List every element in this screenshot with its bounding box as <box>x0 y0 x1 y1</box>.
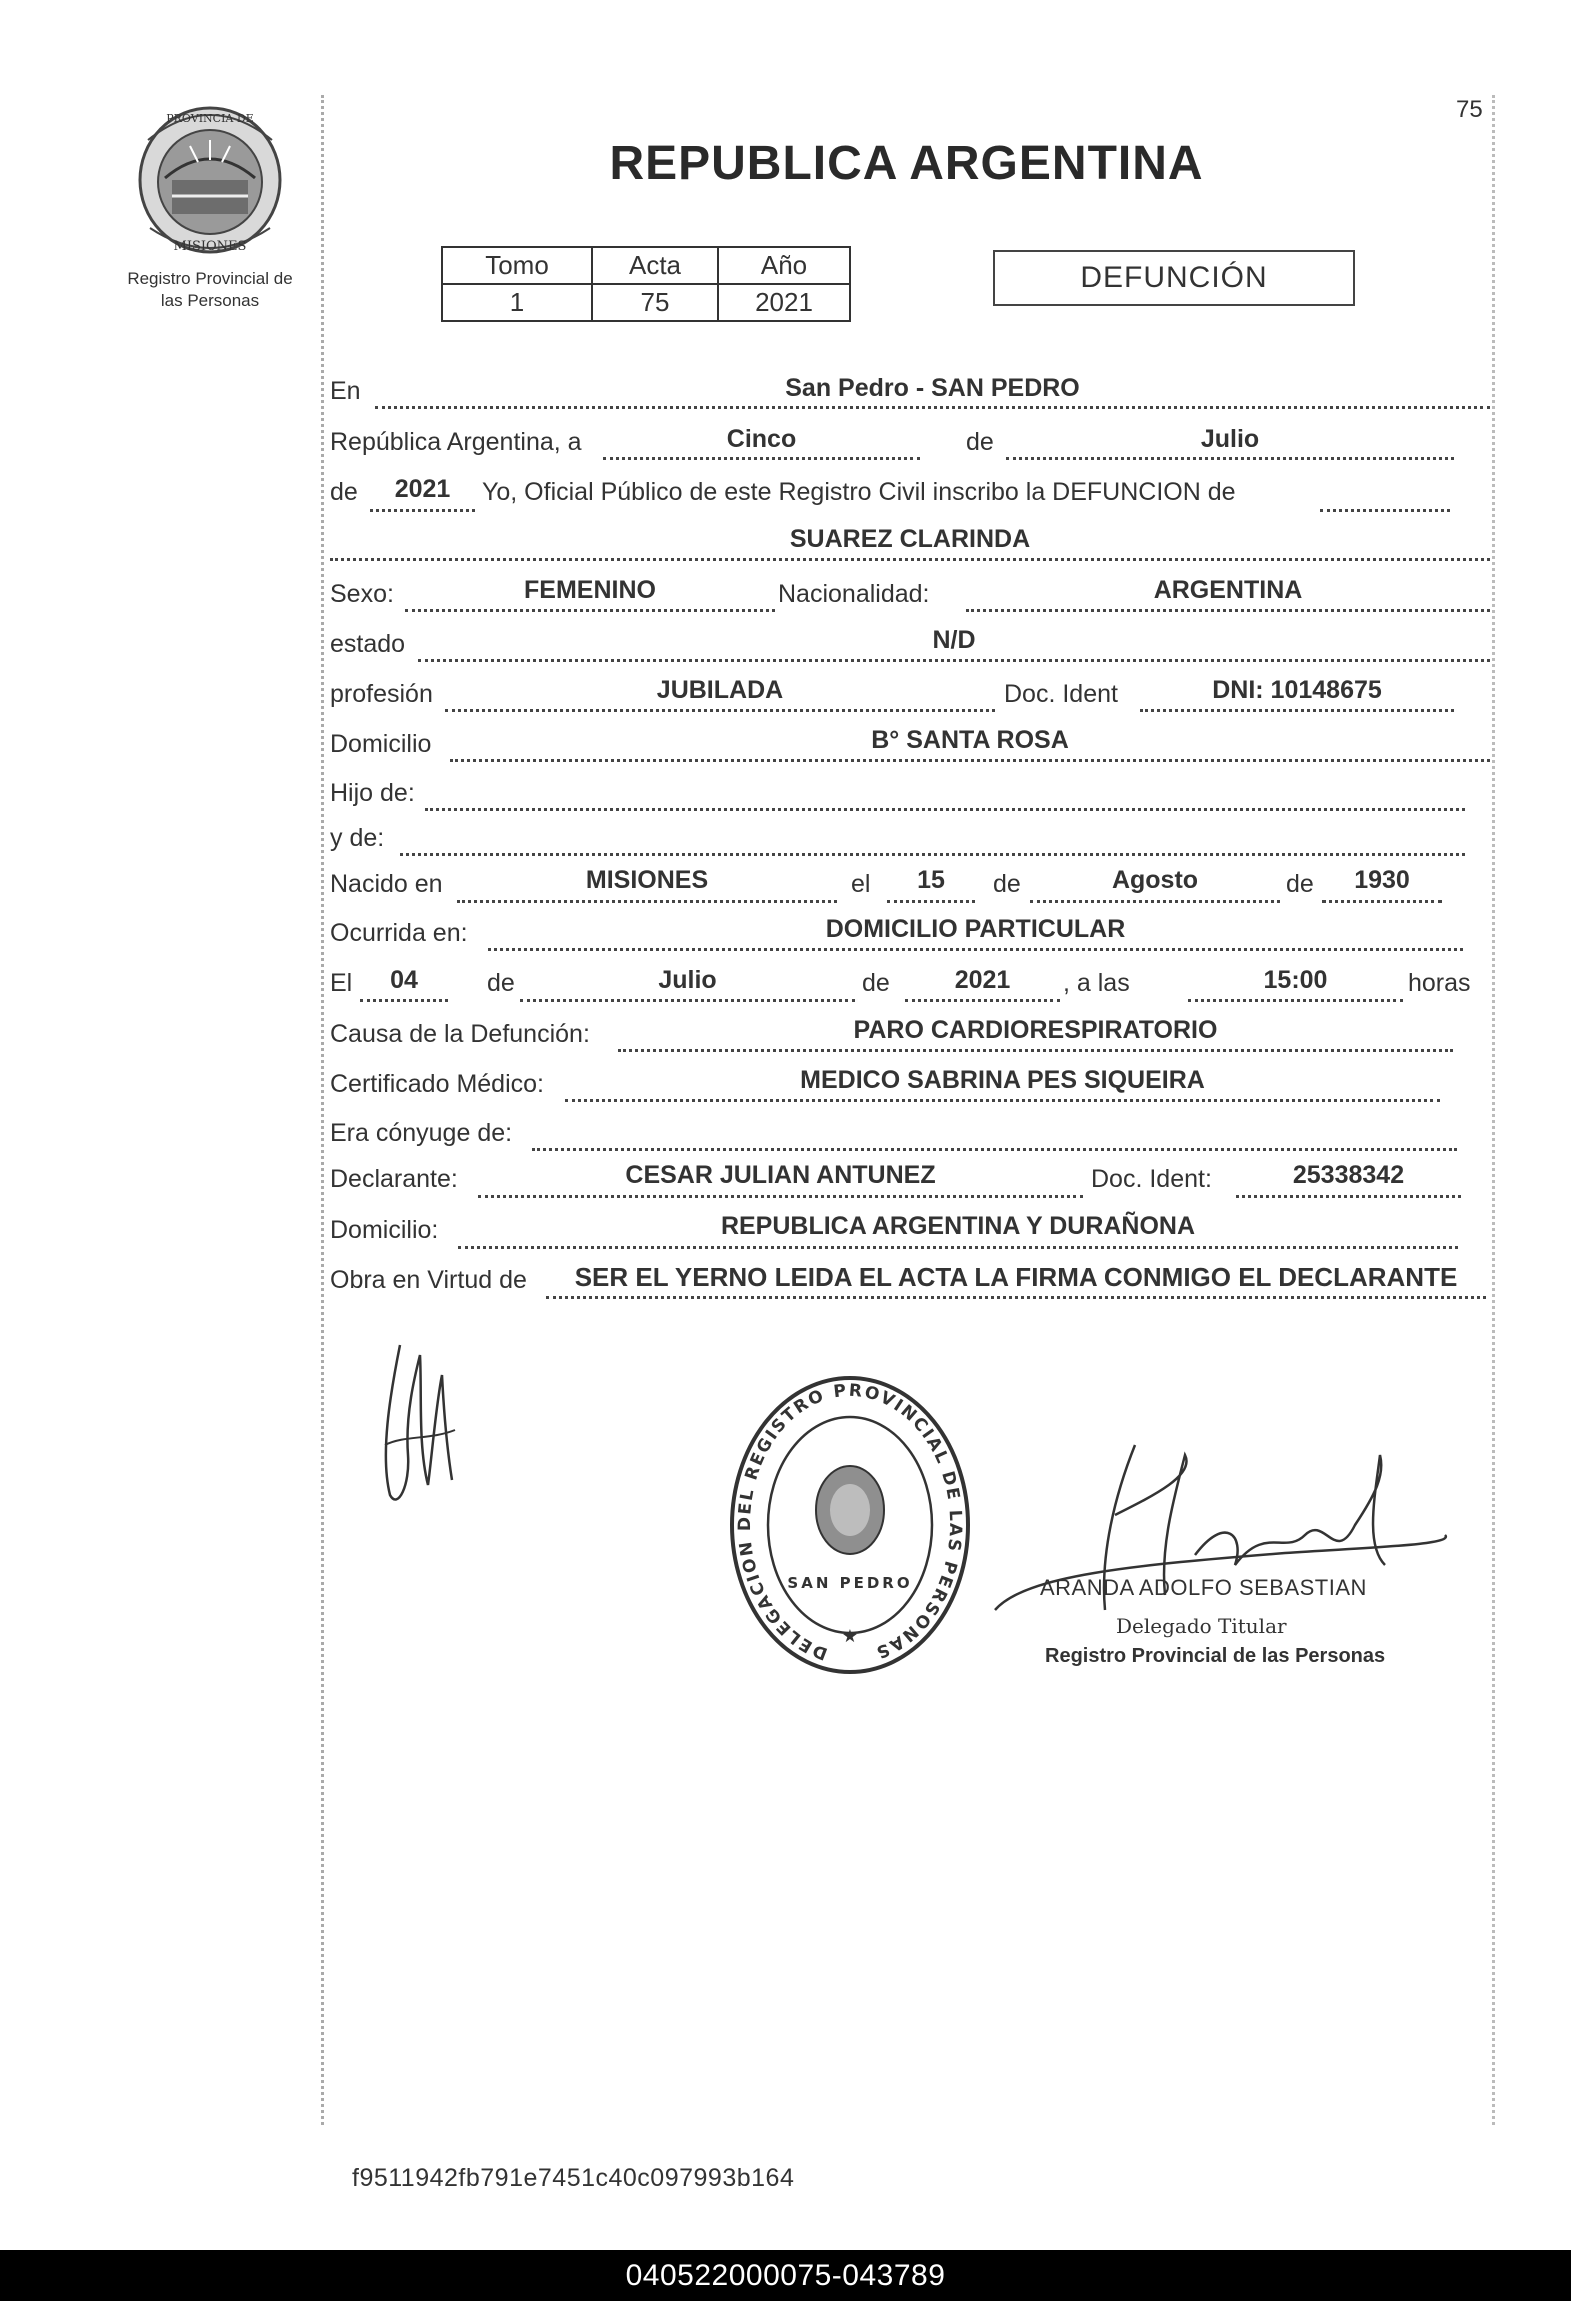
alas-label: , a las <box>1063 969 1130 997</box>
profesion-label: profesión <box>330 680 433 708</box>
obra-value: SER EL YERNO LEIDA EL ACTA LA FIRMA CONMIGO EL DECLARANTE <box>574 1262 1458 1292</box>
registry-value-tomo: 1 <box>442 284 592 321</box>
estado-label: estado <box>330 630 406 658</box>
page-title: REPUBLICA ARGENTINA <box>609 137 1204 190</box>
nac-dia-value: 15 <box>917 866 945 894</box>
official-signature <box>985 1435 1460 1635</box>
def-dia-value: 04 <box>390 966 418 994</box>
seal-bottom-text: MISIONES <box>173 239 247 254</box>
declarant-signature <box>370 1335 470 1515</box>
decl-doc-label: Doc. Ident: <box>1091 1165 1212 1193</box>
yo-text: Yo, Oficial Público de este Registro Civil inscribo la DEFUNCION de <box>482 478 1236 506</box>
registry-header-acta: Acta <box>592 247 718 284</box>
stamp-star-icon: ★ <box>841 1626 859 1646</box>
footer-code: 040522000075-043789 <box>625 2258 946 2292</box>
declarante-label: Declarante: <box>330 1165 458 1193</box>
docident-value: DNI: 10148675 <box>1212 676 1382 704</box>
domicilio-label: Domicilio <box>330 730 432 758</box>
act-type-box: DEFUNCIÓN <box>993 250 1355 306</box>
docident-label: Doc. Ident <box>1004 680 1118 708</box>
en-value: San Pedro - SAN PEDRO <box>785 374 1080 402</box>
def-mes-value: Julio <box>658 966 717 994</box>
stamp-inner-text: SAN PEDRO <box>787 1574 913 1592</box>
registry-table <box>441 246 851 322</box>
de3-label: de <box>993 870 1021 898</box>
registry-header-anio: Año <box>718 247 850 284</box>
decl-dom-value: REPUBLICA ARGENTINA Y DURAÑONA <box>720 1212 1196 1240</box>
de2-label: de <box>330 478 358 506</box>
official-stamp <box>725 1370 975 1680</box>
logo-caption-line1: Registro Provincial de <box>127 269 293 288</box>
de1-label: de <box>966 428 994 456</box>
registry-header-tomo: Tomo <box>442 247 592 284</box>
official-name: ARANDA ADOLFO SEBASTIAN <box>1040 1575 1367 1600</box>
logo-caption-line2: las Personas <box>160 291 260 310</box>
mes-value: Julio <box>1200 425 1260 453</box>
anio-value: 2021 <box>394 475 451 503</box>
stamp-coat-of-arms-icon <box>816 1466 884 1554</box>
de6-label: de <box>862 969 890 997</box>
conyuge-label: Era cónyuge de: <box>330 1119 513 1147</box>
profesion-value: JUBILADA <box>656 676 784 704</box>
hijo-field-line <box>425 782 1465 811</box>
nacionalidad-label: Nacionalidad: <box>778 580 930 608</box>
de4-label: de <box>1286 870 1314 898</box>
document-hash: f9511942fb791e7451c40c097993b164 <box>352 2164 795 2192</box>
causa-label: Causa de la Defunción: <box>330 1020 590 1048</box>
registry-header-row <box>442 247 850 284</box>
de5-label: de <box>487 969 515 997</box>
stamp-ring-text: DELEGACION DEL REGISTRO PROVINCIAL DE LAS PERSONAS <box>735 1380 966 1664</box>
en-label: En <box>330 377 361 405</box>
estado-value: N/D <box>932 626 976 654</box>
misiones-seal-icon <box>110 100 310 260</box>
obra-label: Obra en Virtud de <box>330 1266 527 1294</box>
registry-value-anio: 2021 <box>718 284 850 321</box>
El-label: El <box>330 969 353 997</box>
horas-label: horas <box>1408 969 1471 997</box>
decl-doc-value: 25338342 <box>1292 1161 1405 1189</box>
official-office: Registro Provincial de las Personas <box>1045 1645 1386 1667</box>
causa-value: PARO CARDIORESPIRATORIO <box>853 1016 1218 1044</box>
certificado-value: MEDICO SABRINA PES SIQUEIRA <box>800 1066 1205 1094</box>
def-anio-value: 2021 <box>954 966 1011 994</box>
domicilio-value: B° SANTA ROSA <box>871 726 1069 754</box>
seal-top-text: PROVINCIA DE <box>166 112 254 125</box>
sexo-label: Sexo: <box>330 580 394 608</box>
yde-field-line <box>400 827 1465 856</box>
official-role: Delegado Titular <box>1116 1614 1287 1638</box>
hijo-label: Hijo de: <box>330 779 415 807</box>
nacido-value: MISIONES <box>585 866 709 894</box>
footer-code-bar <box>0 2250 1571 2301</box>
nacionalidad-value: ARGENTINA <box>1153 576 1303 604</box>
declarante-value: CESAR JULIAN ANTUNEZ <box>625 1161 936 1189</box>
nac-mes-value: Agosto <box>1111 866 1199 894</box>
conyuge-field-line <box>532 1122 1457 1151</box>
ocurrida-label: Ocurrida en: <box>330 919 468 947</box>
yo-trailing-line <box>1320 483 1450 512</box>
nombre-value: SUAREZ CLARINDA <box>789 525 1031 553</box>
nac-anio-value: 1930 <box>1354 866 1410 894</box>
logo-caption <box>100 268 320 312</box>
dia-value: Cinco <box>726 425 797 453</box>
def-hora-value: 15:00 <box>1263 966 1328 994</box>
el-label: el <box>851 870 871 898</box>
republica-label: República Argentina, a <box>330 428 582 456</box>
page-number: 75 <box>1456 96 1483 123</box>
left-margin-line <box>321 95 324 2125</box>
nacido-label: Nacido en <box>330 870 443 898</box>
sexo-value: FEMENINO <box>524 576 656 604</box>
right-margin-line <box>1492 95 1495 2125</box>
decl-dom-label: Domicilio: <box>330 1216 439 1244</box>
certificado-label: Certificado Médico: <box>330 1070 544 1098</box>
ocurrida-value: DOMICILIO PARTICULAR <box>825 915 1126 943</box>
yde-label: y de: <box>330 824 385 852</box>
registry-value-row <box>442 284 850 321</box>
registry-value-acta: 75 <box>592 284 718 321</box>
